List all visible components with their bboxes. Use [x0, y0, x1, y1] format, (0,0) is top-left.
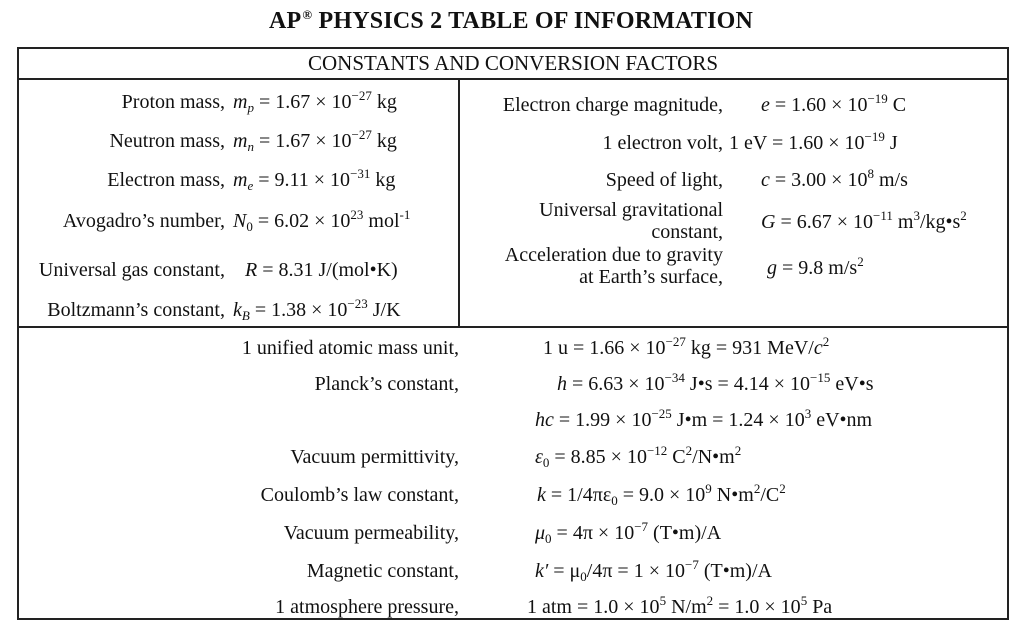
- gravity-acceleration-value: g = 9.8 $m/s^2$: [767, 254, 864, 279]
- gravity-acceleration-label: Acceleration due to gravity at Earth’s surface,: [504, 244, 723, 288]
- avogadro-label: Avogadro’s number,: [62, 210, 225, 232]
- section-header: CONSTANTS AND CONVERSION FACTORS: [19, 49, 1007, 80]
- gravitational-constant-label: Universal gravitational constant,: [539, 199, 723, 243]
- neutron-mass-value: $m_n = 1.67 \times 10^{-27}$ kg: [233, 127, 397, 154]
- electron-volt-label: 1 electron volt,: [602, 132, 723, 154]
- atomic-mass-unit-label: 1 unified atomic mass unit,: [241, 337, 459, 359]
- speed-of-light-label: Speed of light,: [605, 169, 723, 191]
- hc-value: hc = $1.99 \times 10^{-25}$ J•m = $1.24 \times 10^3$ eV•nm: [535, 406, 873, 431]
- atmosphere-pressure-value: 1 atm = $1.0 \times 10^5$ $N/m^2 = 1.0 \times 10^5$ Pa: [527, 593, 833, 618]
- coulomb-constant-value: $k = 1/4\pi\varepsilon_0 = 9.0 \times 10^9$ $N•m^2/C^2$: [537, 481, 786, 508]
- electron-volt-value: 1 eV = $1.60 \times 10^{-19}$ J: [729, 129, 898, 154]
- planck-constant-value: $h = 6.63 \times 10^{-34}$ J•s = $4.14 \times 10^{-15}$ eV•s: [557, 370, 874, 395]
- atmosphere-pressure-label: 1 atmosphere pressure,: [275, 596, 459, 618]
- coulomb-constant-label: Coulomb’s law constant,: [260, 484, 459, 506]
- atomic-mass-unit-value: 1 $u = 1.66 \times 10^{-27}$ kg = 931 MeV/$c^2$: [543, 334, 830, 359]
- vacuum-permittivity-value: $\varepsilon_0 = 8.85 \times 10^{-12}$ $C^2/N•m^2$: [535, 443, 742, 470]
- gravitational-constant-value: $G = 6.67 \times 10^{-11}$ $m^3/kg•s^2$: [761, 208, 967, 233]
- electron-mass-label: Electron mass,: [107, 169, 225, 191]
- vacuum-permittivity-label: Vacuum permittivity,: [290, 446, 459, 468]
- proton-mass-label: Proton mass,: [121, 91, 225, 113]
- boltzmann-label: Boltzmann’s constant,: [47, 299, 225, 321]
- gas-constant-value: R = 8.31 J/(mol•K): [245, 259, 398, 281]
- top-constants-grid: [19, 78, 1007, 328]
- avogadro-value: $N_0 = 6.02 \times 10^{23}$ mol$^{-1}$: [233, 207, 411, 234]
- magnetic-constant-label: Magnetic constant,: [306, 560, 459, 582]
- gas-constant-label: Universal gas constant,: [38, 259, 225, 281]
- proton-mass-value: $m_p = 1.67 \times 10^{-27}$ kg: [233, 88, 397, 115]
- vacuum-permeability-value: $\mu_0 = 4\pi \times 10^{-7}$ (T•m)/A: [535, 519, 722, 546]
- speed-of-light-value: $c = 3.00 \times 10^8$ m/s: [761, 166, 908, 191]
- magnetic-constant-value: $k' = \mu_0/4\pi = 1 \times 10^{-7}$ (T•m)/A: [535, 557, 772, 584]
- page-title: AP® PHYSICS 2 TABLE OF INFORMATION: [268, 7, 754, 34]
- electron-charge-value: $e = 1.60 \times 10^{-19}$ C: [761, 91, 907, 116]
- constants-table: [17, 47, 1009, 620]
- neutron-mass-label: Neutron mass,: [109, 130, 225, 152]
- bottom-constants-list: [19, 326, 1007, 618]
- electron-mass-value: $m_e = 9.11 \times 10^{-31}$ kg: [233, 166, 396, 193]
- electron-charge-label: Electron charge magnitude,: [502, 94, 723, 116]
- boltzmann-value: $k_B = 1.38 \times 10^{-23}$ J/K: [233, 296, 401, 323]
- vacuum-permeability-label: Vacuum permeability,: [283, 522, 459, 544]
- planck-constant-label: Planck’s constant,: [314, 373, 459, 395]
